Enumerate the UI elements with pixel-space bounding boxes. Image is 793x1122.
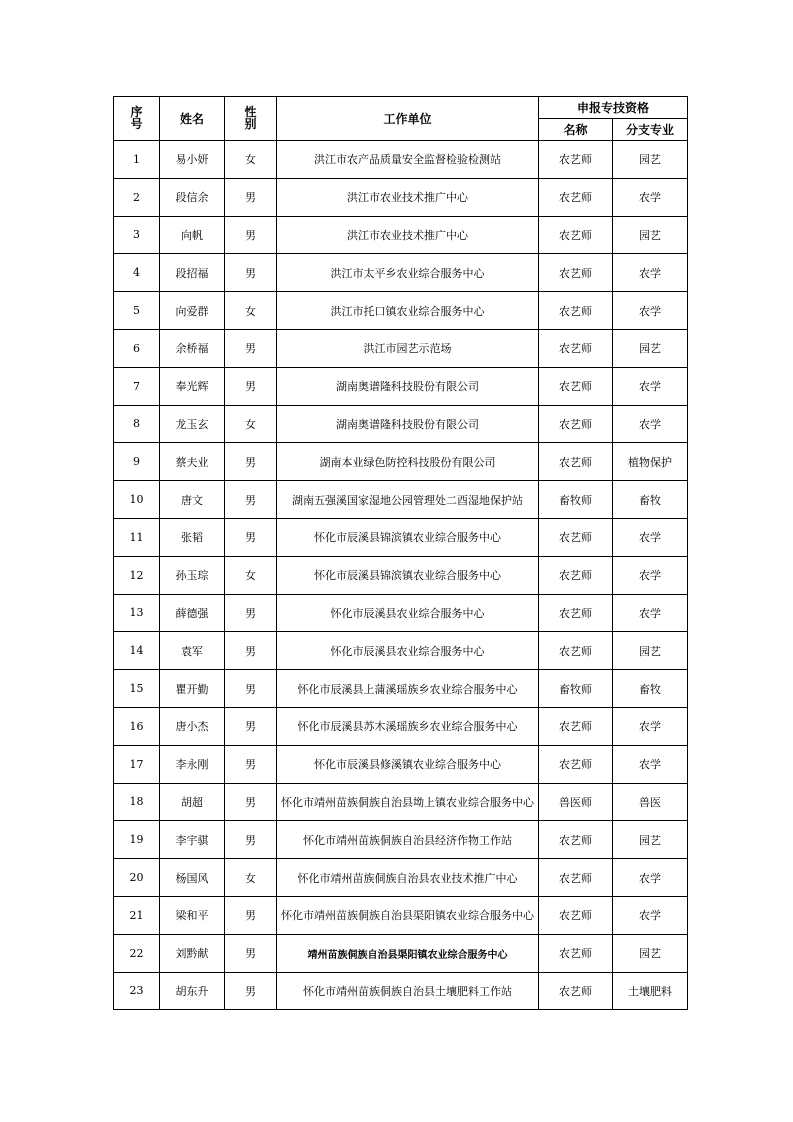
cell-branch: 植物保护 — [613, 443, 688, 481]
table-row — [114, 934, 688, 972]
cell-title: 农艺师 — [539, 556, 613, 594]
cell-no: 20 — [114, 859, 160, 897]
table-row — [114, 670, 688, 708]
cell-unit: 怀化市辰溪县农业综合服务中心 — [277, 632, 539, 670]
cell-no: 14 — [114, 632, 160, 670]
cell-unit: 怀化市靖州苗族侗族自治县经济作物工作站 — [277, 821, 539, 859]
cell-gender: 男 — [225, 707, 277, 745]
cell-name: 段信余 — [160, 178, 225, 216]
table-row — [114, 783, 688, 821]
cell-no: 1 — [114, 141, 160, 179]
cell-unit: 怀化市靖州苗族侗族自治县渠阳镇农业综合服务中心 — [277, 896, 539, 934]
cell-gender: 男 — [225, 443, 277, 481]
cell-name: 向爱群 — [160, 292, 225, 330]
cell-title: 农艺师 — [539, 292, 613, 330]
cell-name: 薛德强 — [160, 594, 225, 632]
cell-branch: 畜牧 — [613, 481, 688, 519]
cell-no: 22 — [114, 934, 160, 972]
table-row — [114, 481, 688, 519]
cell-branch: 园艺 — [613, 934, 688, 972]
cell-branch: 农学 — [613, 594, 688, 632]
cell-title: 农艺师 — [539, 518, 613, 556]
cell-gender: 男 — [225, 632, 277, 670]
cell-title: 农艺师 — [539, 443, 613, 481]
cell-branch: 农学 — [613, 367, 688, 405]
cell-title: 农艺师 — [539, 405, 613, 443]
cell-name: 袁军 — [160, 632, 225, 670]
cell-unit: 洪江市园艺示范场 — [277, 329, 539, 367]
table-row — [114, 859, 688, 897]
roster-sheet — [113, 96, 687, 1010]
cell-unit: 怀化市靖州苗族侗族自治县坳上镇农业综合服务中心 — [277, 783, 539, 821]
cell-title: 农艺师 — [539, 934, 613, 972]
cell-unit: 怀化市辰溪县苏木溪瑶族乡农业综合服务中心 — [277, 707, 539, 745]
table-row — [114, 556, 688, 594]
cell-gender: 男 — [225, 329, 277, 367]
cell-no: 13 — [114, 594, 160, 632]
header-gender: 性别 — [225, 97, 277, 141]
cell-no: 12 — [114, 556, 160, 594]
cell-branch: 农学 — [613, 178, 688, 216]
cell-unit: 湖南奥谱隆科技股份有限公司 — [277, 367, 539, 405]
cell-name: 向帆 — [160, 216, 225, 254]
cell-no: 2 — [114, 178, 160, 216]
cell-title: 农艺师 — [539, 859, 613, 897]
cell-branch: 农学 — [613, 896, 688, 934]
cell-branch: 农学 — [613, 518, 688, 556]
cell-no: 17 — [114, 745, 160, 783]
cell-no: 4 — [114, 254, 160, 292]
table-row — [114, 292, 688, 330]
cell-name: 刘黔献 — [160, 934, 225, 972]
table-row — [114, 972, 688, 1010]
cell-branch: 畜牧 — [613, 670, 688, 708]
cell-unit: 洪江市托口镇农业综合服务中心 — [277, 292, 539, 330]
table-row — [114, 443, 688, 481]
cell-gender: 男 — [225, 972, 277, 1010]
cell-gender: 男 — [225, 254, 277, 292]
cell-title: 农艺师 — [539, 178, 613, 216]
cell-branch: 园艺 — [613, 632, 688, 670]
cell-name: 段招福 — [160, 254, 225, 292]
cell-gender: 男 — [225, 783, 277, 821]
table-row — [114, 367, 688, 405]
cell-unit: 怀化市辰溪县锦滨镇农业综合服务中心 — [277, 556, 539, 594]
cell-gender: 男 — [225, 481, 277, 519]
cell-no: 19 — [114, 821, 160, 859]
header-qual-name: 名称 — [539, 119, 613, 141]
table-row — [114, 216, 688, 254]
cell-title: 农艺师 — [539, 707, 613, 745]
cell-gender: 男 — [225, 518, 277, 556]
cell-gender: 男 — [225, 594, 277, 632]
cell-unit: 怀化市辰溪县锦滨镇农业综合服务中心 — [277, 518, 539, 556]
cell-no: 7 — [114, 367, 160, 405]
cell-gender: 男 — [225, 896, 277, 934]
cell-branch: 园艺 — [613, 821, 688, 859]
table-row — [114, 896, 688, 934]
cell-no: 23 — [114, 972, 160, 1010]
cell-no: 16 — [114, 707, 160, 745]
qualification-table — [113, 96, 688, 1010]
table-row — [114, 254, 688, 292]
cell-gender: 女 — [225, 405, 277, 443]
cell-title: 畜牧师 — [539, 481, 613, 519]
cell-title: 农艺师 — [539, 896, 613, 934]
cell-branch: 土壤肥料 — [613, 972, 688, 1010]
cell-name: 李永刚 — [160, 745, 225, 783]
cell-gender: 女 — [225, 859, 277, 897]
cell-branch: 农学 — [613, 707, 688, 745]
cell-name: 奉光辉 — [160, 367, 225, 405]
cell-gender: 女 — [225, 292, 277, 330]
cell-branch: 农学 — [613, 292, 688, 330]
cell-gender: 男 — [225, 178, 277, 216]
table-row — [114, 405, 688, 443]
table-row — [114, 518, 688, 556]
cell-branch: 园艺 — [613, 141, 688, 179]
cell-unit: 洪江市农产品质量安全监督检验检测站 — [277, 141, 539, 179]
table-row — [114, 141, 688, 179]
cell-no: 3 — [114, 216, 160, 254]
table-body — [114, 141, 688, 1010]
table-row — [114, 821, 688, 859]
table-row — [114, 745, 688, 783]
cell-name: 孙玉琮 — [160, 556, 225, 594]
cell-branch: 农学 — [613, 556, 688, 594]
cell-name: 易小妍 — [160, 141, 225, 179]
table-row — [114, 178, 688, 216]
cell-no: 5 — [114, 292, 160, 330]
cell-branch: 园艺 — [613, 216, 688, 254]
cell-title: 农艺师 — [539, 329, 613, 367]
cell-title: 农艺师 — [539, 632, 613, 670]
cell-unit: 洪江市太平乡农业综合服务中心 — [277, 254, 539, 292]
header-name: 姓名 — [160, 97, 225, 141]
cell-no: 10 — [114, 481, 160, 519]
cell-branch: 农学 — [613, 745, 688, 783]
cell-unit: 怀化市靖州苗族侗族自治县农业技术推广中心 — [277, 859, 539, 897]
cell-gender: 男 — [225, 745, 277, 783]
cell-no: 15 — [114, 670, 160, 708]
cell-title: 农艺师 — [539, 821, 613, 859]
cell-no: 6 — [114, 329, 160, 367]
cell-no: 21 — [114, 896, 160, 934]
cell-unit: 洪江市农业技术推广中心 — [277, 216, 539, 254]
cell-name: 胡超 — [160, 783, 225, 821]
cell-gender: 女 — [225, 556, 277, 594]
cell-no: 9 — [114, 443, 160, 481]
cell-unit: 怀化市辰溪县农业综合服务中心 — [277, 594, 539, 632]
cell-gender: 男 — [225, 934, 277, 972]
header-seq: 序号 — [114, 97, 160, 141]
cell-gender: 男 — [225, 670, 277, 708]
cell-name: 李宇骐 — [160, 821, 225, 859]
header-qualification: 申报专技资格 — [539, 97, 688, 119]
cell-title: 兽医师 — [539, 783, 613, 821]
cell-title: 农艺师 — [539, 594, 613, 632]
table-row — [114, 632, 688, 670]
cell-branch: 农学 — [613, 859, 688, 897]
cell-title: 农艺师 — [539, 745, 613, 783]
cell-unit: 湖南五强溪国家湿地公园管理处二酉湿地保护站 — [277, 481, 539, 519]
table-row — [114, 707, 688, 745]
cell-name: 瞿开勤 — [160, 670, 225, 708]
cell-unit: 怀化市辰溪县修溪镇农业综合服务中心 — [277, 745, 539, 783]
cell-name: 胡东升 — [160, 972, 225, 1010]
cell-unit: 怀化市辰溪县上蒲溪瑶族乡农业综合服务中心 — [277, 670, 539, 708]
cell-name: 张韬 — [160, 518, 225, 556]
table-row — [114, 594, 688, 632]
cell-gender: 女 — [225, 141, 277, 179]
cell-gender: 男 — [225, 821, 277, 859]
cell-title: 畜牧师 — [539, 670, 613, 708]
cell-title: 农艺师 — [539, 367, 613, 405]
cell-unit: 湖南奥谱隆科技股份有限公司 — [277, 405, 539, 443]
cell-branch: 园艺 — [613, 329, 688, 367]
cell-unit: 靖州苗族侗族自治县渠阳镇农业综合服务中心 — [277, 934, 539, 972]
table-row — [114, 329, 688, 367]
cell-unit: 洪江市农业技术推广中心 — [277, 178, 539, 216]
header-qual-branch: 分支专业 — [613, 119, 688, 141]
cell-name: 杨国风 — [160, 859, 225, 897]
cell-name: 唐小杰 — [160, 707, 225, 745]
cell-title: 农艺师 — [539, 216, 613, 254]
cell-branch: 农学 — [613, 254, 688, 292]
cell-no: 11 — [114, 518, 160, 556]
cell-unit: 湖南本业绿色防控科技股份有限公司 — [277, 443, 539, 481]
cell-branch: 农学 — [613, 405, 688, 443]
cell-name: 蔡夫业 — [160, 443, 225, 481]
cell-gender: 男 — [225, 367, 277, 405]
cell-title: 农艺师 — [539, 972, 613, 1010]
cell-branch: 兽医 — [613, 783, 688, 821]
cell-name: 唐文 — [160, 481, 225, 519]
cell-title: 农艺师 — [539, 141, 613, 179]
cell-name: 龙玉玄 — [160, 405, 225, 443]
cell-gender: 男 — [225, 216, 277, 254]
header-unit: 工作单位 — [277, 97, 539, 141]
cell-no: 8 — [114, 405, 160, 443]
cell-title: 农艺师 — [539, 254, 613, 292]
cell-name: 余桥福 — [160, 329, 225, 367]
cell-unit: 怀化市靖州苗族侗族自治县土壤肥料工作站 — [277, 972, 539, 1010]
cell-name: 梁和平 — [160, 896, 225, 934]
cell-no: 18 — [114, 783, 160, 821]
